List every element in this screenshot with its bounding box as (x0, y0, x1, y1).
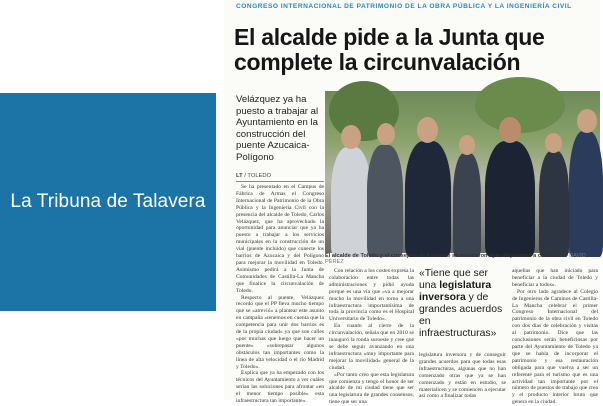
paragraph: Explica que ya ha empezado con los técnicos del Ayuntamiento a ver cuáles serían las soluciones para afrontar «en el menor tiempo posible» esta infraestructura tan importante». (236, 370, 324, 405)
photo-caption-text: El alcalde de Toledo y el consejero de Fomento se mostraron ayer dispuestos a colaborar. (325, 253, 565, 259)
photo-person-head (545, 133, 562, 153)
byline-author: LT (236, 173, 243, 179)
section-heading: CONGRESO INTERNACIONAL DE PATRIMONIO DE LA OBRA PÚBLICA Y LA INGENIERÍA CIVIL (236, 3, 572, 10)
article-column-3 (419, 352, 506, 398)
brand-panel (0, 93, 216, 311)
photo-person-head (577, 109, 597, 133)
photo-person (539, 151, 569, 257)
photo-person-head (341, 125, 361, 149)
article-column-2 (329, 268, 414, 406)
photo-person (485, 141, 535, 257)
byline: LT / TOLEDO (236, 173, 272, 179)
photo-person (331, 147, 371, 257)
photo-person-head (499, 117, 521, 143)
pull-quote (419, 268, 507, 340)
article-photo (325, 91, 600, 253)
article-column-4 (512, 268, 598, 406)
paragraph: Por otro lado agradece al Colegio de Ingenieros de Caminos de Castilla-La Mancha celebrar el primer Congreso Internacional del patrimonio de la obra civil en Toledo con dos días de celebración y visitas al patrimonio. Dice que las conclusiones serán beneficiosas por parte del Ayuntamiento de Toledo ya que se habla de incorporar el patrimonio y esa restauración obligada para que vuelva a ser un referente para el turismo que es una actividad tan importante por el número de puestos de trabajo que crea y el producto interior bruto que genera en la ciudad. (512, 288, 598, 406)
photo-person (453, 153, 481, 257)
newspaper-clipping (224, 0, 600, 406)
article-deck: Velázquez ya ha puesto a trabajar al Ayuntamiento en la construcción del puente Azucaica-Polígono (236, 94, 319, 163)
photo-person (367, 145, 403, 257)
byline-divider (236, 181, 324, 182)
byline-location: TOLEDO (247, 173, 272, 179)
pull-quote-text: «Tiene que ser una (419, 268, 488, 291)
photo-caption (325, 253, 600, 265)
photo-person-head (417, 117, 438, 143)
brand-name: La Tribuna de Talavera (10, 191, 206, 212)
photo-person (569, 131, 603, 257)
paragraph: legislatura inversora y de conseguir grandes acuerdos para que todas esas infraestructuras, algunas que no han comenzado otras que ya se han comenzado y están en estudio, se materialicen y se comiencen a ejecutar así como a finalizar todas (419, 352, 506, 400)
article-column-1 (236, 184, 324, 405)
photo-credit: DAVID PÉREZ (325, 253, 586, 265)
paragraph: «Por tanto creo que esta legislatura que comienza y tengo el honor de ser alcalde de mi ciudad tiene que ser una legislatura de grandes consensos, tiene que ser una (329, 371, 414, 406)
pull-quote-emphasis: legislatura inversora (419, 280, 492, 303)
article-headline: El alcalde pide a la Junta que complete la circunvalación (234, 24, 545, 75)
paragraph: Con relación a los costes expresa la colaboración entre todas las administraciones y pidió ayuda porque es una vía que «va a mejorar mucho la movilidad en torno a una infraestructura importantísima de toda la provincia como es el Hospital Universitario de Toledo». (329, 268, 414, 323)
photo-person-head (377, 123, 395, 145)
photo-person-head (459, 135, 475, 155)
paragraph: Respecto al puente, Velázquez recordó que el PP lleva mucho tiempo que se «atrevió» a plantear este asunto en campaña «tenemos en cuenta que la competencia para unir dos barrios es de la propia ciudad» ya que son calles «por muchas que luego que hacer un puente» «sobrepasar algunos obstáculos tan importantes como la línea de alta velocidad o el río Madrid y Toledo». (236, 294, 324, 370)
photo-person (405, 141, 451, 257)
pull-quote-text: y de grandes acuerdos en infraestructuras» (419, 292, 503, 339)
paragraph: En cuanto al cierre de la circunvalación, señala que en 2010 se inauguró la ronda suroeste y cree que se debe seguir avanzando en una infraestructura «muy importante para mejorar la movilidad» general de la ciudad. (329, 323, 414, 371)
paragraph: aquellas que han iniciado para beneficiar a la ciudad de Toledo y beneficiar a todos». (512, 268, 598, 288)
paragraph: Se ha presentado en el Campus de Fábrica de Armas el Congreso Internacional de Patrimonio de la Obra Pública y la Ingeniería Civil con la presencia del alcalde de Toledo, Carlos Velázquez, que ha aprovechado la oportunidad para anunciar que ya ha puesto a trabajar a los servicios municipales en la construcción de un vial (puente incluido) que conecte los barrios de Azucaica y del Polígono para mejorar la movilidad en Toledo. Asimismo pedirá a la Junta de Comunidades de Castilla-La Mancha que finalice la circunvalación de Toledo. (236, 184, 324, 294)
